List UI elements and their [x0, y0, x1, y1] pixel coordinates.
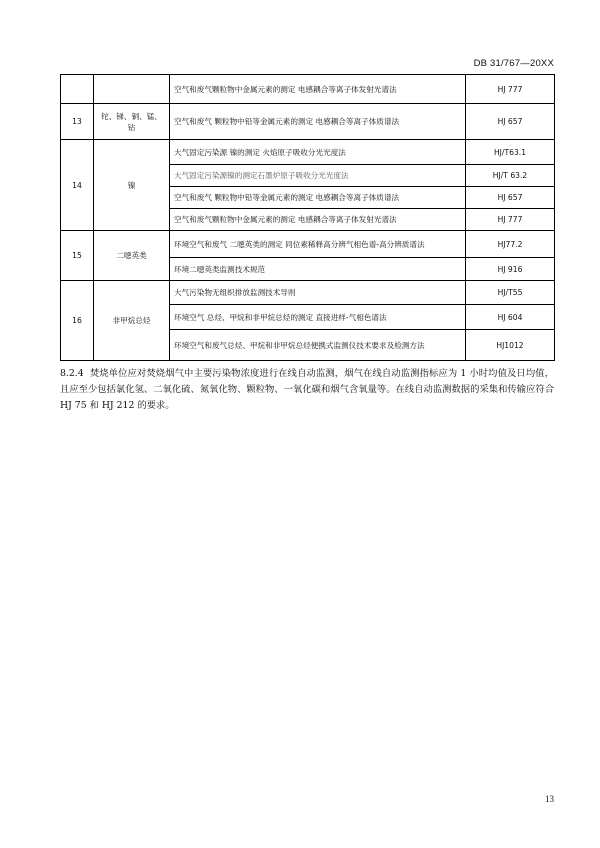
standard-code: HJ 657 [466, 104, 555, 140]
method-name: 空气和废气 颗粒物中铅等金属元素的测定 电感耦合等离子体质谱法 [170, 187, 466, 209]
pollutant-name: 铊、锑、铜、锰、钴 [94, 104, 170, 140]
item-number: 15 [61, 231, 94, 281]
standard-code: HJ1012 [466, 330, 555, 361]
standard-code: HJ 657 [466, 187, 555, 209]
item-number: 14 [61, 140, 94, 231]
standard-code: HJ/T63.1 [466, 140, 555, 165]
method-name: 环境二噁英类监测技术规范 [170, 258, 466, 281]
standard-code: HJ 777 [466, 209, 555, 231]
document-code: DB 31/767—20XX [473, 58, 554, 69]
method-name: 大气污染物无组织排放监测技术导则 [170, 281, 466, 305]
method-name: 空气和废气颗粒物中金属元素的测定 电感耦合等离子体发射光谱法 [170, 75, 466, 104]
pollutant-name: 二噁英类 [94, 231, 170, 281]
page-number: 13 [545, 794, 554, 804]
item-number: 13 [61, 104, 94, 140]
method-name: 大气固定污染源镍的测定石墨炉原子吸收分光光度法 [170, 165, 466, 187]
table-row [61, 281, 555, 305]
pollutant-name: 镍 [94, 140, 170, 231]
method-name: 空气和废气颗粒物中金属元素的测定 电感耦合等离子体发射光谱法 [170, 209, 466, 231]
standard-code: HJ/T 63.2 [466, 165, 555, 187]
standard-code: HJ 604 [466, 305, 555, 330]
standard-code: HJ77.2 [466, 231, 555, 258]
table-row [61, 104, 555, 140]
method-name: 环境空气 总烃、甲烷和非甲烷总烃的测定 直接进样-气相色谱法 [170, 305, 466, 330]
item-number: 16 [61, 281, 94, 361]
item-number [61, 75, 94, 104]
section-text: 焚烧单位应对焚烧烟气中主要污染物浓度进行在线自动监测，烟气在线自动监测指标应为 1 小时均值及日均值，且应至少包括氯化氢、二氧化硫、氮氧化物、颗粒物、一氧化碳和烟气含氧量等。在线自动监测数据的采集和传输应符合 HJ 75 和 HJ 212 的要求。 [60, 368, 554, 411]
pollutant-name: 非甲烷总烃 [94, 281, 170, 361]
method-name: 空气和废气 颗粒物中铅等金属元素的测定 电感耦合等离子体质谱法 [170, 104, 466, 140]
standard-code: HJ 777 [466, 75, 555, 104]
section-number: 8.2.4 [60, 368, 84, 379]
table-row [61, 231, 555, 258]
section-8-2-4 [60, 366, 554, 414]
standard-code: HJ 916 [466, 258, 555, 281]
method-name: 环境空气和废气 二噁英类的测定 同位素稀释高分辨气相色谱-高分辨质谱法 [170, 231, 466, 258]
standard-code: HJ/T55 [466, 281, 555, 305]
monitoring-methods-table [60, 74, 555, 361]
method-name: 大气固定污染源 镍的测定 火焰原子吸收分光光度法 [170, 140, 466, 165]
table-row [61, 75, 555, 104]
method-name: 环境空气和废气总烃、甲烷和非甲烷总烃便携式监测仪技术要求及检测方法 [170, 330, 466, 361]
pollutant-name [94, 75, 170, 104]
table-row [61, 140, 555, 165]
